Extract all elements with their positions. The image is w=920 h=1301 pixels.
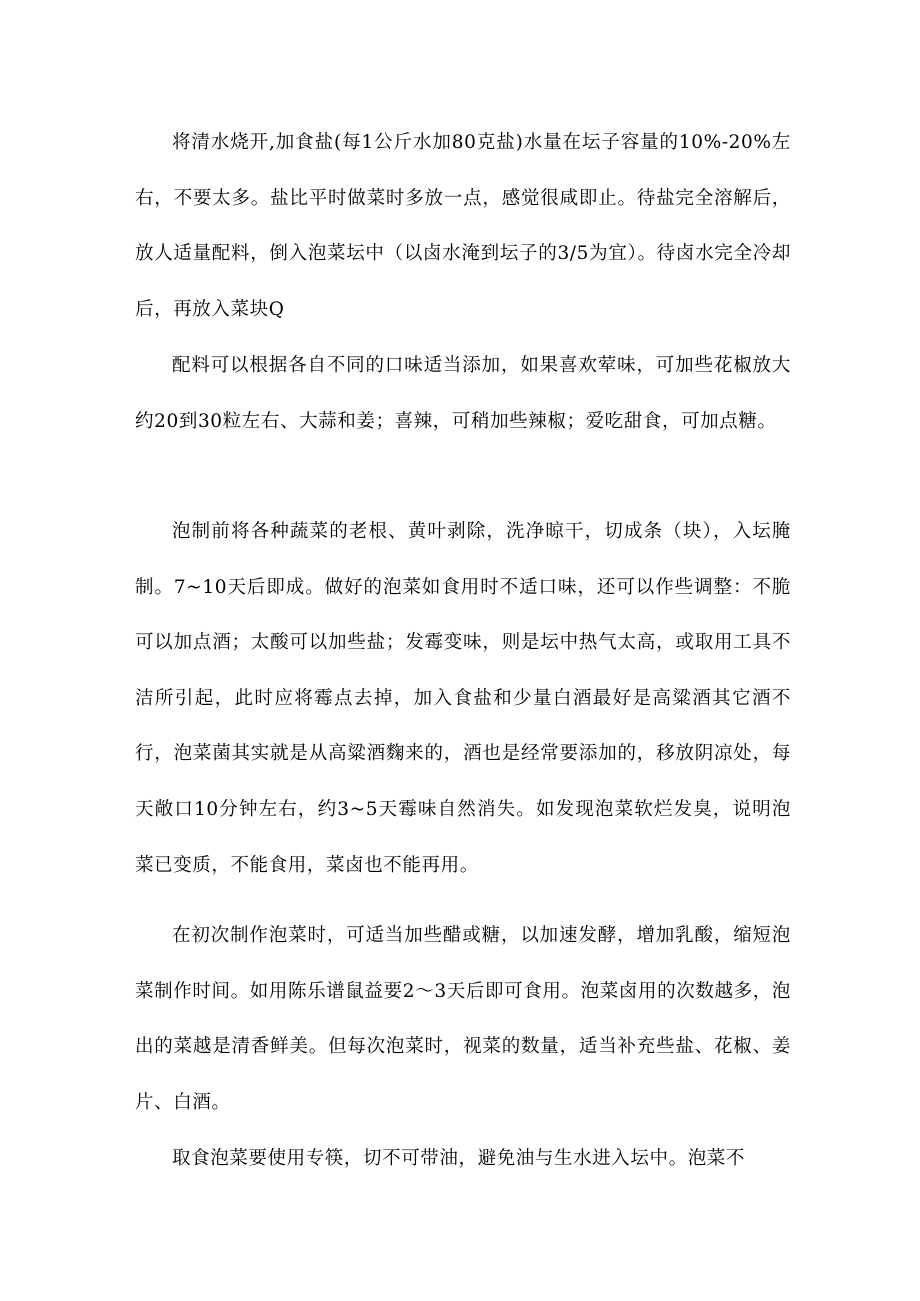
paragraph-pickling-process: 泡制前将各种蔬菜的老根、黄叶剥除，洗净晾干，切成条（块），入坛腌制。7~10天后即成。做好的泡菜如食用时不适口味，还可以作些调整：不脆可以加点酒；太酸可以加些盐；发霉变味，则是坛中热气太高，或取用工具不洁所引起，此时应将霉点去掉，加入食盐和少量白酒最好是高粱酒其它酒不行，泡菜菌其实就是从高粱酒麴来的，酒也是经常要添加的，移放阴凉处，每天敞口10分钟左右，约3~5天霉味自然消失。如发现泡菜软烂发臭，说明泡菜已变质，不能食用，菜卤也不能再用。 — [135, 521, 791, 876]
paragraph-serving-note: 取食泡菜要使用专筷，切不可带油，避免油与生水进入坛中。泡菜不 — [172, 1148, 746, 1169]
paragraph-seasoning: 配料可以根据各自不同的口味适当添加，如果喜欢荤味，可加些花椒放大约20到30粒左右、大蒜和姜；喜辣，可稍加些辣椒；爱吃甜食，可加点糖。 — [135, 355, 791, 432]
paragraph-brine-preparation: 将清水烧开,加食盐(每1公斤水加80克盐)水量在坛子容量的10%-20%左右，不要太多。盐比平时做菜时多放一点，感觉很咸即止。待盐完全溶解后，放人适量配料，倒入泡菜坛中（以卤水淹到坛子的3/5为宜）。待卤水完全冷却后，再放入菜块Q — [135, 132, 791, 320]
paragraph-first-batch-tips: 在初次制作泡菜时，可适当加些醋或糖，以加速发酵，增加乳酸，缩短泡菜制作时间。如用陈乐谱鼠益要2～3天后即可食用。泡菜卤用的次数越多，泡出的菜越是清香鲜美。但每次泡菜时，视菜的数量，适当补充些盐、花椒、姜片、白酒。 — [135, 925, 791, 1113]
